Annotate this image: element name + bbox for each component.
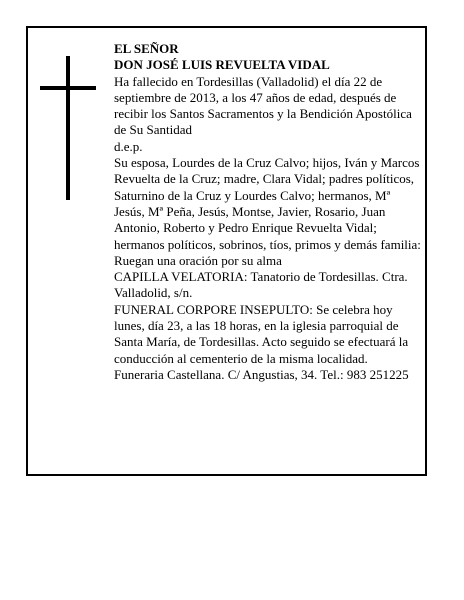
notice-heading-title: EL SEÑOR [114,41,179,56]
funeral-info: FUNERAL CORPORE INSEPULTO: Se celebra hoy lunes, día 23, a las 18 horas, en la iglesia parroquial de Santa María, de Tordesillas. Acto seguido se efectuará la conducción al cementerio de la misma localidad. [114,301,409,366]
funeral-home-info: Funeraria Castellana. C/ Angustias, 34. Tel.: 983 251225 [114,366,409,382]
chapel-info: CAPILLA VELATORIA: Tanatorio de Tordesillas. Ctra. Valladolid, s/n. [114,269,408,301]
family-list: Su esposa, Lourdes de la Cruz Calvo; hijos, Iván y Marcos Revuelta de la Cruz; madre, Clara Vidal; padres políticos, Saturnino de la Cruz y Lourdes Calvo; hermanos, Mª Jesús, Mª Peña, Jesús, Montse, Javier, Rosario, Juan Antonio, Roberto y Pedro Enrique Revuelta Vidal; hermanos políticos, sobrinos, tíos, primos y demás familia: [114,155,421,252]
notice-text-block [114,41,424,383]
cross-horizontal-bar [40,86,96,90]
prayer-request: Ruegan una oración por su alma [114,252,282,268]
cross-icon [40,56,96,200]
obituary-notice [26,26,427,476]
rip-text: d.e.p. [114,138,143,154]
death-info: Ha fallecido en Tordesillas (Valladolid) el día 22 de septiembre de 2013, a los 47 años de edad, después de recibir los Santos Sacramentos y la Bendición Apostólica de Su Santidad [114,73,412,138]
deceased-name: DON JOSÉ LUIS REVUELTA VIDAL [114,57,330,73]
cross-vertical-bar [66,56,70,200]
